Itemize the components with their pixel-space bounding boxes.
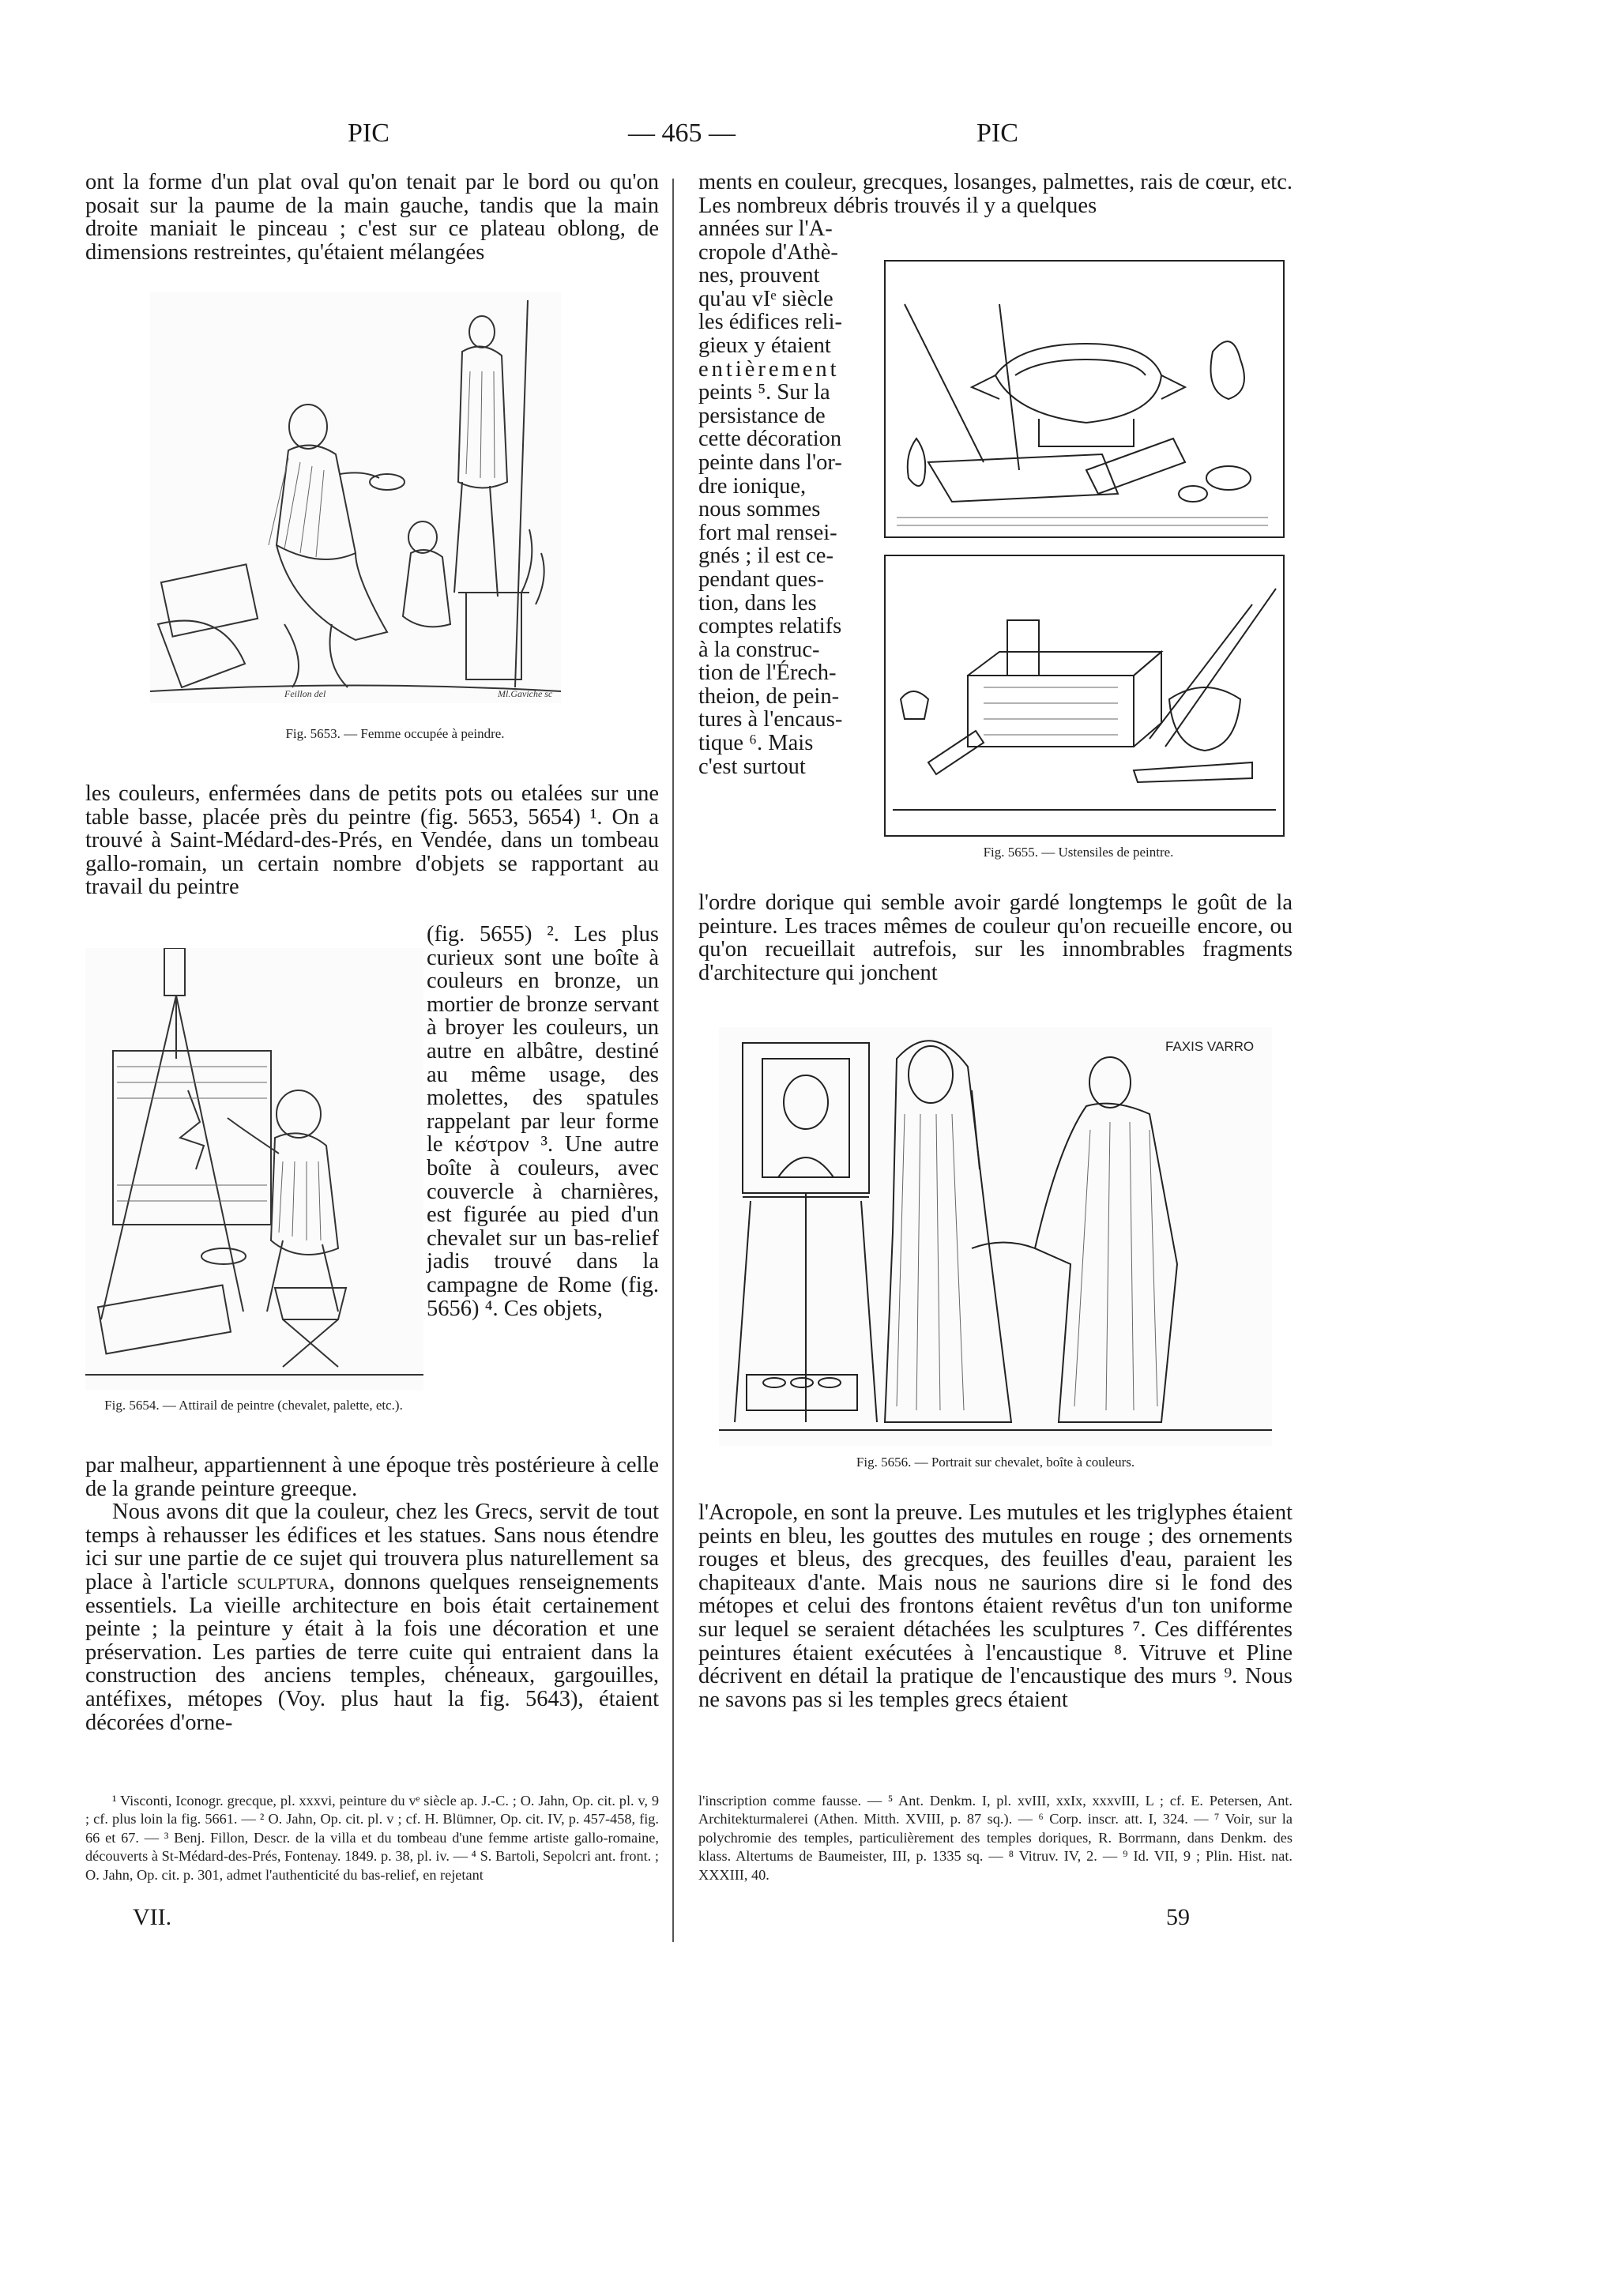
text-line: les édifices reli- <box>698 310 842 335</box>
paragraph: (fig. 5655) ². Les plus curieux sont une boîte à couleurs en bronze, un mortier de bronze servant à broyer les couleurs, un autre en albâtre, destiné au même usage, des molettes, des spatules rappelant par leur forme le κέστρον ³. Une autre boîte à couleurs, avec couvercle à charnières, est figurée au pied d'un chevalet sur un bas-relief jadis trouvé dans la campagne de Rome (fig. 5656) ⁴. Ces objets, <box>427 922 659 1321</box>
figure-5654 <box>85 948 423 1391</box>
inscription: FAXIS VARRO <box>1165 1039 1255 1054</box>
paragraph: par malheur, appartiennent à une époque très postérieure à celle de la grande peinture greeque. <box>85 1453 659 1501</box>
figure-caption: Fig. 5656. — Portrait sur chevalet, boîte à couleurs. <box>856 1455 1135 1470</box>
text-line: tique ⁶. Mais <box>698 731 814 756</box>
text-line: peinte dans l'or- <box>698 450 842 475</box>
figure-5653 <box>150 292 561 703</box>
text-line: entièrement <box>698 356 840 382</box>
text-line: pendant ques- <box>698 566 825 592</box>
running-head-right: PIC <box>976 119 1018 148</box>
text-line: à la construc- <box>698 637 820 662</box>
text-line: cropole d'Athè- <box>698 239 838 265</box>
text-line: années sur l'A- <box>698 216 833 241</box>
paragraph: l'Acropole, en sont la preuve. Les mutules et les triglyphes étaient peints en bleu, les gouttes des mutules en rouge ; des ornements rouges et bleus, des grecques, des feuilles d'eau, paraient les chapiteaux d'ante. Mais nous ne saurions dire si le fond des métopes et celui des frontons étaient revêtus d'un ton uniforme sur lequel se seraient détachées les sculptures ⁷. Ces différentes peintures étaient exécutées à l'encaustique ⁸. Vitruve et Pline décrivent en détail la pratique de l'encaustique des murs ⁹. Nous ne savons pas si les temples grecs étaient <box>698 1500 1293 1712</box>
paragraph: , donnons quelques renseignements essentiels. La vieille architecture en bois était certainement peinte ; la peinture y était à la fois une décoration et une préservation. Les parties de terre cuite qui entraient dans la construction des anciens temples, chéneaux, gargouilles, antéfixes, métopes (Voy. plus haut la fig. 5643), étaient décorées d'orne- <box>85 1569 660 1735</box>
text-line: nous sommes <box>698 497 821 522</box>
article-reference: sculptura <box>237 1569 329 1594</box>
column-rule <box>672 179 674 1942</box>
page-number: — 465 — <box>628 119 736 148</box>
paragraph: Nous avons dit que la couleur, chez les Grecs, servit de tout temps à rehausser les édifices et les statues. Sans nous étendre ici sur une partie de ce sujet qui trouvera plus naturellement sa place à l'article <box>85 1500 659 1594</box>
paragraph: les couleurs, enfermées dans de petits pots ou etalées sur une table basse, placée près du peintre (fig. 5653, 5654) ¹. On a trouvé à Saint-Médard-des-Prés, en Vendée, dans un tombeau gallo-romain, un certain nombre d'objets se rapportant au travail du peintre <box>85 781 659 900</box>
figure-caption: Fig. 5653. — Femme occupée à peindre. <box>285 726 505 741</box>
text-line: persistance de <box>698 403 826 428</box>
text-line: fort mal rensei- <box>698 520 837 545</box>
text-line: qu'au vIᵉ siècle <box>698 286 833 311</box>
narrow-text-block <box>698 217 882 778</box>
figure-5656 <box>719 1027 1272 1446</box>
engraver-signature-left: Feillon del <box>284 688 326 699</box>
figure-panel-bottom <box>885 555 1284 836</box>
figure-caption: Fig. 5654. — Attirail de peintre (chevalet, palette, etc.). <box>104 1398 403 1413</box>
paragraph-group <box>85 1500 659 1734</box>
text-line: theion, de pein- <box>698 683 840 709</box>
footnotes-left: ¹ Visconti, Iconogr. grecque, pl. xxxvi, peinture du vᵉ siècle ap. J.-C. ; O. Jahn, Op. cit. pl. v, 9 ; cf. plus loin la fig. 5661. — ² O. Jahn, Op. cit. pl. v ; cf. H. Blümner, Op. cit. IV, p. 457-458, fig. 66 et 67. — ³ Benj. Fillon, Descr. de la villa et du tombeau d'une femme artiste gallo-romaine, découverts à St-Médard-des-Prés, Fontenay. 1849. p. 38, pl. iv. — ⁴ S. Bartoli, Sepolcri ant. front. ; O. Jahn, Op. cit. p. 301, admet l'authenticité du bas-relief, en rejetant <box>85 1793 659 1883</box>
figure-5655 <box>881 257 1292 841</box>
running-head-left: PIC <box>348 119 389 148</box>
text-line: dre ionique, <box>698 473 807 499</box>
text-line: gnés ; il est ce- <box>698 544 833 569</box>
text-line: peints ⁵. Sur la <box>698 380 830 405</box>
text-line: tures à l'encaus- <box>698 707 843 732</box>
text-line: c'est surtout <box>698 754 806 779</box>
engraver-signature-right: Ml.Gaviche sc <box>498 688 553 699</box>
text-line: tion de l'Érech- <box>698 661 837 686</box>
paragraph: ments en couleur, grecques, losanges, palmettes, rais de cœur, etc. Les nombreux débris trouvés il y a quelques <box>698 170 1293 218</box>
text-line: nes, prouvent <box>698 263 820 288</box>
volume-signature: VII. <box>133 1904 172 1930</box>
signature-number: 59 <box>1166 1904 1190 1930</box>
paragraph: ont la forme d'un plat oval qu'on tenait par le bord ou qu'on posait sur la paume de la main gauche, tandis que la main droite maniait le pinceau ; c'est sur ce plateau oblong, de dimensions restreintes, qu'étaient mélangées <box>85 170 659 265</box>
footnotes-right: l'inscription comme fausse. — ⁵ Ant. Denkm. I, pl. xvIII, xxIx, xxxvIII, L ; cf. E. Petersen, Ant. Architekturmalerei (Athen. Mitth. XVIII, p. 87 sq.). — ⁶ Corp. inscr. att. I, 324. — ⁷ Voir, sur la polychromie des temples, particulièrement des temples doriques, R. Borrmann, dans Denkm. des klass. Altertums de Baumeister, III, p. 1335 sq. — ⁸ Vitruv. IV, 2. — ⁹ Id. VII, 9 ; Plin. Hist. nat. XXXIII, 40. <box>698 1793 1293 1883</box>
text-line: comptes relatifs <box>698 614 842 639</box>
figure-caption: Fig. 5655. — Ustensiles de peintre. <box>983 845 1174 860</box>
text-line: gieux y étaient <box>698 333 831 358</box>
paragraph: l'ordre dorique qui semble avoir gardé longtemps le goût de la peinture. Les traces mêmes de couleur qu'on recueille encore, ou qu'on recueillait autrefois, sur les innombrables fragments d'architecture qui jonchent <box>698 890 1293 985</box>
text-line: tion, dans les <box>698 590 817 615</box>
text-line: cette décoration <box>698 427 842 452</box>
